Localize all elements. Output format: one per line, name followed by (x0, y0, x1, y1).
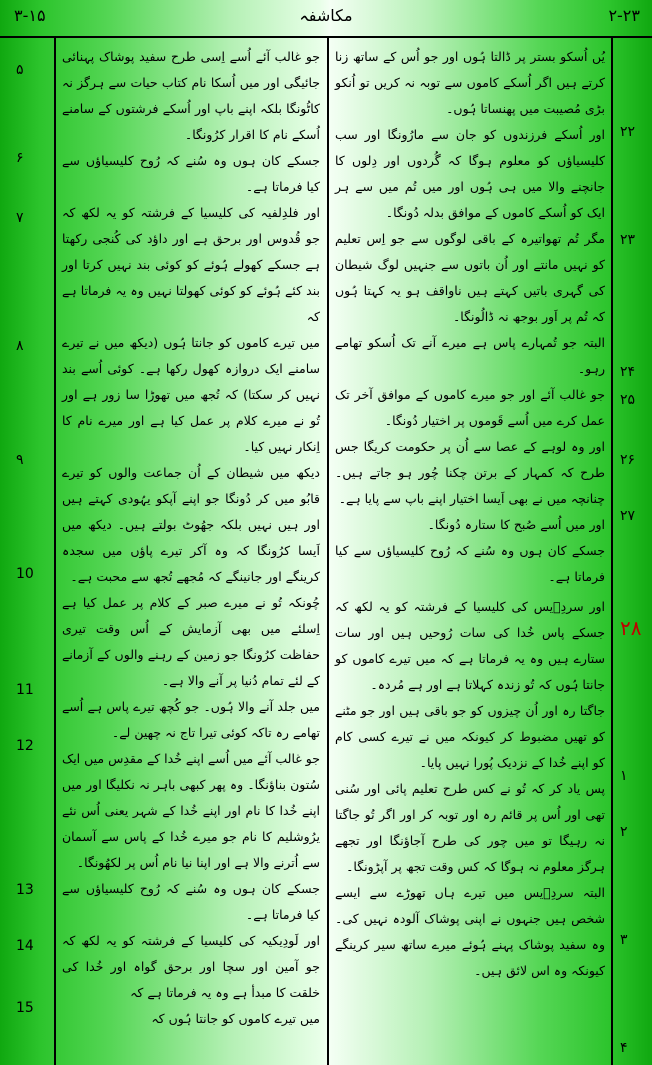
verse-number: ۲۷ (620, 508, 636, 524)
verse-number: ۶ (16, 150, 24, 166)
verse-number: 10 (16, 566, 34, 582)
header-verse-range-left: ۳-۱۵ (14, 6, 46, 25)
verse-text: البتہ جو تُمہارے پاس ہے میرے آنے تک اُسکو تھامے رہو۔ (335, 335, 605, 376)
verse-number: ۴ (620, 1040, 628, 1056)
verse-text: البتہ سردِؔیس میں تیرے ہاں تھوڑے سے ایسے شخص ہیں جنہوں نے اپنی پوشاک آلودہ نہیں کی۔ وہ سفید پوشاک پہنے ہُوئے میرے ساتھ سیر کرینگے کیونکہ وہ اس لائق ہیں۔ (335, 885, 605, 978)
verse-text: جو غالب آئے اُسے اِسی طرح سفید پوشاک پہنائی جائیگی اور میں اُسکا نام کتاب حیات سے ہرگز نہ کاٹُونگا بلکہ اپنے باپ اور اُسکے فرشتوں کے سامنے اُسکے نام کا اقرار کرُونگا۔ (62, 49, 320, 142)
verse-text: یُں اُسکو بستر پر ڈالتا ہُوں اور جو اُس کے ساتھ زنا کرتے ہیں اگر اُسکے کاموں سے توبہ نہ کریں تو اُنکو بڑی مُصیبت میں پھنساتا ہُوں۔ (335, 49, 605, 116)
verse-number: 12 (16, 738, 34, 754)
verse-number: ۷ (16, 210, 24, 226)
verse-number: 15 (16, 1000, 34, 1016)
verse-number: ۹ (16, 452, 24, 468)
verse-number: ۳ (620, 932, 628, 948)
column-divider-right (611, 36, 613, 1065)
verse-number: ۲۳ (620, 232, 636, 248)
verse-text: جو غالب آئے میں اُسے اپنے خُدا کے مقدِس میں ایک سُتون بناؤنگا۔ وہ پھر کبھی باہر نہ نکلیگا اور میں اپنے خُدا کا نام اور اپنے خُدا کے شہر یعنی اُس نئے یرُوشلیم کا نام جو میرے خُدا کے پاس سے آسمان سے اُترنے والا ہے اور اپنا نیا نام اُس پر لکھُونگا۔ (62, 751, 320, 870)
verse-text: اور فلدِلفیہ کی کلیسیا کے فرشتہ کو یہ لکھ کہ جو قُدوس اور برحق ہے اور داؤد کی کُنجی رکھتا ہے جسکے کھولے ہُوئے کو کوئی بند نہیں کرتا اور بند کئے ہُوئے کو کوئی کھولتا نہیں وہ یہ فرماتا ہے کہ (62, 205, 320, 324)
verse-text: جسکے کان ہوں وہ سُنے کہ رُوح کلیسیاؤں سے کیا فرماتا ہے۔ (335, 543, 605, 584)
verse-number: 13 (16, 882, 34, 898)
verse-text: میں تیرے کاموں کو جانتا ہُوں (دیکھ میں نے تیرے سامنے ایک دروازہ کھول رکھا ہے۔ کوئی اُسے بند نہیں کر سکتا) کہ تُجھ میں تھوڑا سا زور ہے اور تُو نے میرے کلام پر عمل کیا ہے اور میرے نام کا اِنکار نہیں کیا۔ (62, 335, 320, 454)
right-text-column (335, 44, 605, 984)
column-divider-middle (327, 36, 329, 1065)
verse-text: اور اُسکے فرزندوں کو جان سے مارُونگا اور سب کلیسیاؤں کو معلوم ہوگا کہ گُردوں اور دِلوں کا جانچنے والا میں ہی ہُوں اور میں تُم میں سے ہر ایک کو اُسکے کاموں کے موافق بدلہ دُونگا۔ (335, 127, 605, 220)
verse-number: ۵ (16, 62, 24, 78)
verse-number: ۸ (16, 338, 24, 354)
verse-text: اور لَودِیکیہ کی کلیسیا کے فرشتہ کو یہ لکھ کہ جو آمین اور سچا اور برحق گواہ اور خُدا کی خلقت کا مبدأ ہے وہ یہ فرماتا ہے کہ (62, 933, 320, 1000)
verse-number: ۲۲ (620, 124, 636, 140)
verse-text: دیکھ میں شیطان کے اُن جماعت والوں کو تیرے قابُو میں کر دُونگا جو اپنے آپکو یہُودی کہتے ہیں اور ہیں نہیں بلکہ جھُوٹ بولتے ہیں۔ دیکھ میں اَیسا کرُونگا کہ وہ آکر تیرے پاؤں میں سجدہ کرینگے اور جانینگے کہ مُجھے تُجھ سے محبت ہے۔ (62, 465, 320, 584)
verse-text: پس یاد کر کہ تُو نے کس طرح تعلیم پائی اور سُنی تھی اور اُس پر قائم رہ اور توبہ کر اور اگر تُو جاگتا نہ رہیگا تو میں چور کی طرح آجاؤنگا اور تجھے ہرگز معلوم نہ ہوگا کہ کس وقت تجھ پر آپڑونگا۔ (335, 781, 605, 874)
verse-text: جسکے کان ہوں وہ سُنے کہ رُوح کلیسیاؤں سے کیا فرماتا ہے۔ (62, 153, 320, 194)
verse-text: چُونکہ تُو نے میرے صبر کے کلام پر عمل کیا ہے اِسلئے میں بھی آزمایش کے اُس وقت تیری حفاظت کرُونگا جو زمین کے رہنے والوں کے آزمانے کے لئے تمام دُنیا پر آنے والا ہے۔ (62, 595, 320, 688)
verse-text: مگر تُم تھواتیرہ کے باقی لوگوں سے جو اِس تعلیم کو نہیں مانتے اور اُن باتوں سے جنہیں لوگ شیطان کی گہری باتیں کہتے ہیں ناواقف ہو یہ کہتا ہُوں کہ تُم پر اَور بوجھ نہ ڈالُونگا۔ (335, 231, 605, 324)
verse-number: ۱ (620, 768, 628, 784)
verse-text: جسکے کان ہوں وہ سُنے کہ رُوح کلیسیاؤں سے کیا فرماتا ہے۔ (62, 881, 320, 922)
verse-number: ۲ (620, 824, 628, 840)
page-header (0, 0, 652, 38)
verse-text: میں جلد آنے والا ہُوں۔ جو کُچھ تیرے پاس ہے اُسے تھامے رہ تاکہ کوئی تیرا تاج نہ چھین لے۔ (62, 699, 320, 740)
header-book-title: مکاشفہ (299, 6, 353, 25)
verse-number: 11 (16, 682, 34, 698)
chapter-number: ۲۸ (620, 616, 642, 640)
column-divider-left (54, 36, 56, 1065)
verse-number: ۲۵ (620, 392, 636, 408)
verse-number: ۲۶ (620, 452, 636, 468)
verse-text: میں تیرے کاموں کو جانتا ہُوں کہ (151, 1011, 320, 1026)
verse-number: ۲۴ (620, 364, 636, 380)
verse-text: اور وہ لوہے کے عصا سے اُن پر حکومت کریگا جس طرح کہ کمہار کے برتن چکنا چُور ہو جاتے ہیں۔ چنانچہ میں نے بھی اَیسا اختیار اپنے باپ سے پایا ہے۔ (335, 439, 605, 506)
verse-text: اور میں اُسے صُبح کا ستارہ دُونگا۔ (427, 517, 605, 532)
verse-text: جاگتا رہ اور اُن چیزوں کو جو باقی ہیں اور جو مٹنے کو تھیں مضبوط کر کیونکہ میں نے تیرے کسی کام کو اپنے خُدا کے نزدیک پُورا نہیں پایا۔ (335, 703, 605, 770)
verse-text: جو غالب آئے اور جو میرے کاموں کے موافق آخر تک عمل کرے میں اُسے قَوموں پر اختیار دُونگا۔ (335, 387, 605, 428)
left-text-column (62, 44, 320, 1032)
header-verse-range-right: ۲-۲۳ (608, 6, 640, 25)
verse-text: اور سردِؔیس کی کلیسیا کے فرشتہ کو یہ لکھ کہ جسکے پاس خُدا کی سات رُوحیں ہیں اور سات ستارے ہیں وہ یہ فرماتا ہے کہ میں تیرے کاموں کو جانتا ہُوں کہ تُو زندہ کہلاتا ہے اور ہے مُردہ۔ (335, 599, 605, 692)
verse-number: 14 (16, 938, 34, 954)
